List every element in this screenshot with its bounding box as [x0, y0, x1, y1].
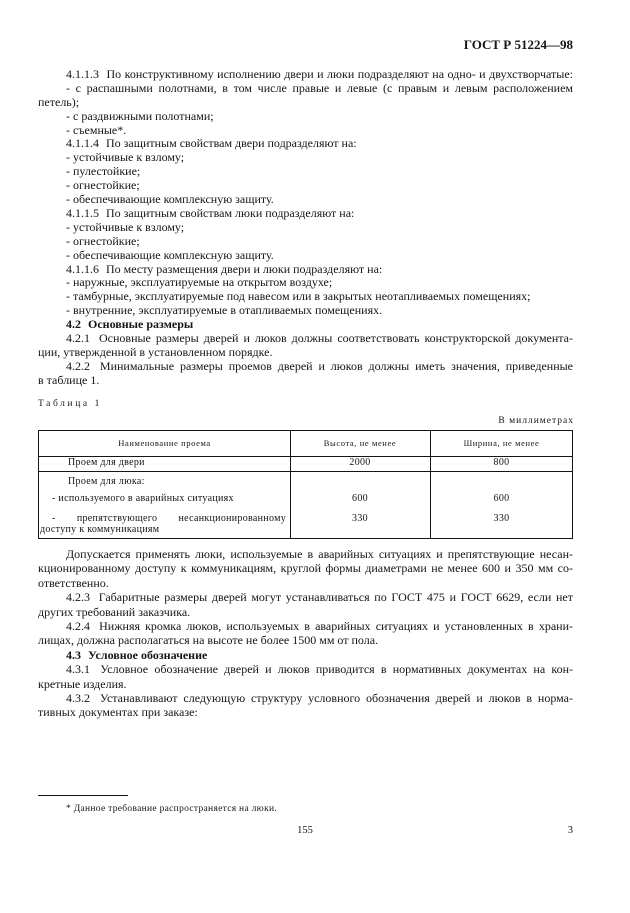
clause-continuation: лищах, должна располагаться на высоте не более 1500 мм от пола.: [38, 633, 379, 647]
page-number: 155: [297, 825, 313, 836]
list-item: - тамбурные, эксплуатируемые под навесом или в закрытых неотапливаемых помещениях;: [66, 289, 531, 303]
clause-text: По защитным свойствам двери подразделяют на:: [106, 136, 357, 150]
clause-4-2-2: [66, 359, 573, 373]
paragraph-line: Допускается применять люки, используемые в аварийных ситуациях и препятствующие несан-: [66, 547, 573, 561]
paragraph-line: ответственно.: [38, 576, 109, 590]
section-number: 4.3: [66, 648, 81, 662]
clause-continuation: ции, утвержденной в установленном порядке.: [38, 345, 273, 359]
table-cell-width: 600: [493, 493, 510, 504]
table-cell-name: - используемого в аварийных ситуациях: [52, 493, 234, 504]
table-header-width: Ширина, не менее: [463, 438, 540, 448]
section-title: Условное обозначение: [88, 648, 208, 662]
clause-4-2-3: [66, 590, 573, 604]
section-number: 4.2: [66, 317, 81, 331]
clause-number: 4.2.2: [66, 359, 90, 373]
table-cell-name-continuation: доступу к коммуникациям: [40, 524, 160, 535]
document-header-id: ГОСТ Р 51224—98: [463, 37, 573, 52]
list-item: - наружные, эксплуатируемые на открытом воздухе;: [66, 275, 333, 289]
paragraph-line: кционированному доступу к коммуникациям, круглой формы диаметрами не менее 600 и 350 мм со-: [38, 561, 573, 575]
clause-4-2-4: [66, 619, 573, 633]
clause-text: Нижняя кромка люков, используемых в аварийных ситуациях и установленных в храни-: [99, 619, 574, 633]
table-header-height: Высота, не менее: [323, 438, 397, 448]
list-item: - огнестойкие;: [66, 234, 140, 248]
table-cell-width: 330: [493, 513, 510, 524]
list-item: - устойчивые к взлому;: [66, 150, 185, 164]
list-item: - огнестойкие;: [66, 178, 140, 192]
clause-number: 4.2.3: [66, 590, 90, 604]
table-cell-name: - препятствующего несанкционированному: [52, 513, 286, 524]
clause-number: 4.2.1: [66, 331, 90, 345]
list-item-sliding: - с раздвижными полотнами;: [66, 109, 214, 123]
section-heading-4-2: [66, 317, 573, 331]
clause-text: Устанавливают следующую структуру условного обозначения дверей и люков в норма-: [99, 691, 573, 705]
clause-4-1-1-5: [66, 206, 573, 220]
table-1: [38, 430, 573, 539]
list-item: - обеспечивающие комплексную защиту.: [66, 248, 274, 262]
table-cell-name: Проем для люка:: [68, 476, 145, 487]
table-header-name: Наименование проема: [118, 438, 211, 448]
sheet-number: 3: [567, 825, 573, 836]
clause-continuation: в таблице 1.: [38, 373, 100, 387]
list-item: - устойчивые к взлому;: [66, 220, 185, 234]
clause-4-3-1: [66, 662, 573, 676]
footnote: * Данное требование распространяется на люки.: [66, 804, 278, 814]
table-cell-height: 330: [352, 513, 368, 524]
table-caption: Таблица 1: [38, 399, 103, 409]
clause-text: По защитным свойствам люки подразделяют на:: [106, 206, 355, 220]
clause-continuation: других требований заказчика.: [38, 605, 191, 619]
list-item: - внутренние, эксплуатируемые в отапливаемых помещениях.: [66, 303, 383, 317]
section-heading-4-3: [66, 648, 573, 662]
clause-continuation: тивных документах при заказе:: [38, 705, 198, 719]
clause-number: 4.3.1: [66, 662, 90, 676]
list-item: - обеспечивающие комплексную защиту.: [66, 192, 274, 206]
clause-number: 4.1.1.5: [66, 206, 99, 220]
clause-continuation: кретные изделия.: [38, 677, 127, 691]
footnote-separator: [38, 795, 128, 796]
list-item-continuation: петель);: [38, 95, 80, 109]
clause-4-1-1-4: [66, 136, 573, 150]
clause-text: Основные размеры дверей и люков должны соответствовать конструкторской документа-: [98, 331, 574, 345]
table-cell-width: 800: [493, 457, 510, 468]
table-row-divider: [39, 471, 572, 472]
table-cell-height: 600: [352, 493, 368, 504]
section-title: Основные размеры: [88, 317, 194, 331]
table-cell-height: 2000: [349, 457, 371, 468]
clause-text: По месту размещения двери и люки подразделяют на:: [106, 262, 383, 276]
clause-4-1-1-3: [66, 67, 573, 81]
clause-number: 4.1.1.4: [66, 136, 99, 150]
clause-number: 4.3.2: [66, 691, 90, 705]
clause-4-3-2: [66, 691, 573, 705]
clause-number: 4.1.1.6: [66, 262, 99, 276]
clause-number: 4.2.4: [66, 619, 90, 633]
clause-text: Габаритные размеры дверей могут устанавливаться по ГОСТ 475 и ГОСТ 6629, если нет: [98, 590, 573, 604]
clause-4-1-1-6: [66, 262, 573, 276]
list-item: - пулестойкие;: [66, 164, 141, 178]
list-item-removable: - съемные*.: [66, 123, 127, 137]
clause-4-2-1: [66, 331, 573, 345]
clause-number: 4.1.1.3: [66, 67, 99, 81]
table-cell-name: Проем для двери: [68, 457, 145, 468]
clause-text: Минимальные размеры проемов дверей и люков должны иметь значения, приведенные: [99, 359, 574, 373]
table-units: В миллиметрах: [498, 416, 574, 426]
clause-text: Условное обозначение дверей и люков приводится в нормативных документах на кон-: [100, 662, 573, 676]
list-item-hinged: - с распашными полотнами, в том числе правые и левые (с правым и левым расположением: [66, 81, 573, 95]
clause-text: По конструктивному исполнению двери и люки подразделяют на одно- и двухстворчатые:: [106, 67, 573, 81]
